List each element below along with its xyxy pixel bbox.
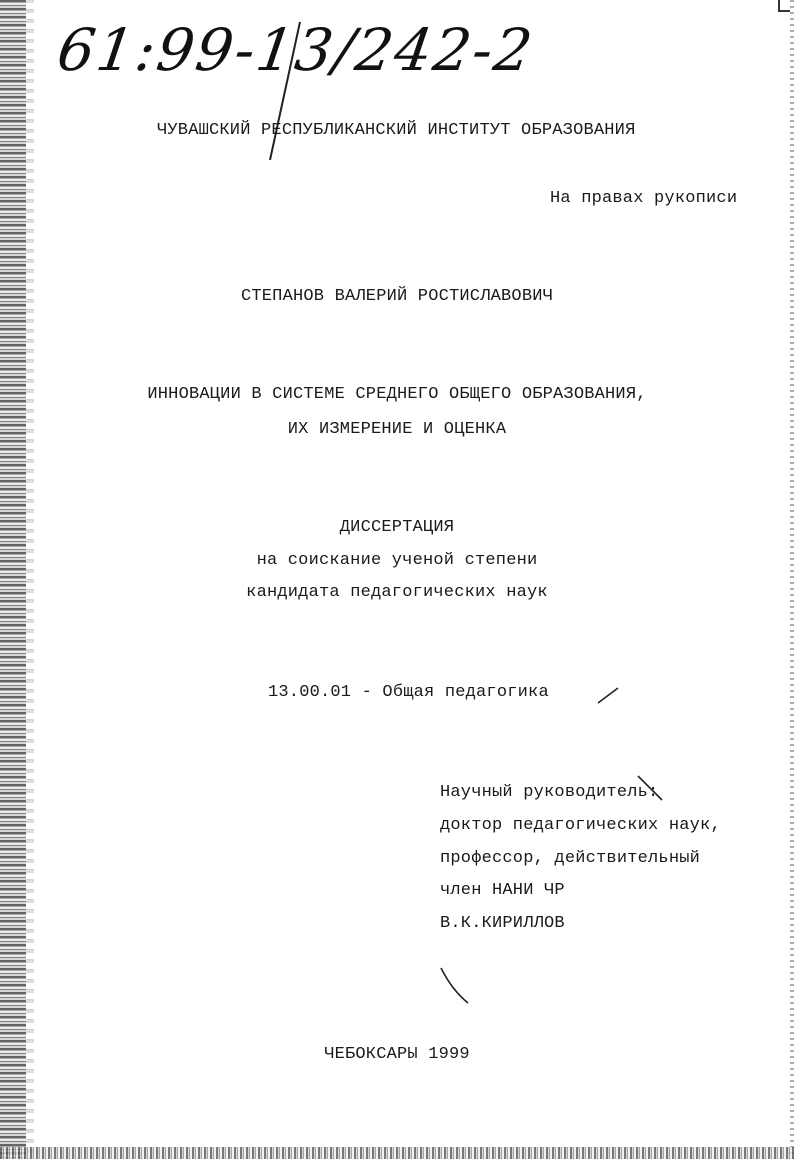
author-name: СТЕПАНОВ ВАЛЕРИЙ РОСТИСЛАВОВИЧ [240,287,554,306]
dissertation-title-line1: ИННОВАЦИИ В СИСТЕМЕ СРЕДНЕГО ОБЩЕГО ОБРАЗОВАНИЯ, [147,385,647,404]
supervisor-title: профессор, действительный [440,849,701,868]
rights-note: На правах рукописи [550,189,738,208]
degree-line1: на соискание ученой степени [256,551,538,570]
degree-line2: кандидата педагогических наук [246,583,548,602]
supervisor-label: Научный руководитель: [440,783,659,802]
dissertation-title-line2: ИХ ИЗМЕРЕНИЕ И ОЦЕНКА [287,420,507,439]
handwritten-catalog-number: 61:99-13/242-2 [53,16,539,84]
bottom-tick-stroke [441,968,468,1003]
institute-name: ЧУВАШСКИЙ РЕСПУБЛИКАНСКИЙ ИНСТИТУТ ОБРАЗОВАНИЯ [157,121,636,140]
specialty-code: 13.00.01 - Общая педагогика [268,683,549,702]
place-and-year: ЧЕБОКСАРЫ 1999 [324,1045,470,1064]
supervisor-name: В.К.КИРИЛЛОВ [440,914,565,933]
document-type: ДИССЕРТАЦИЯ [339,518,455,537]
specialty-check-stroke [598,688,618,703]
supervisor-membership: член НАНИ ЧР [440,881,565,900]
supervisor-degree: доктор педагогических наук, [440,816,721,835]
